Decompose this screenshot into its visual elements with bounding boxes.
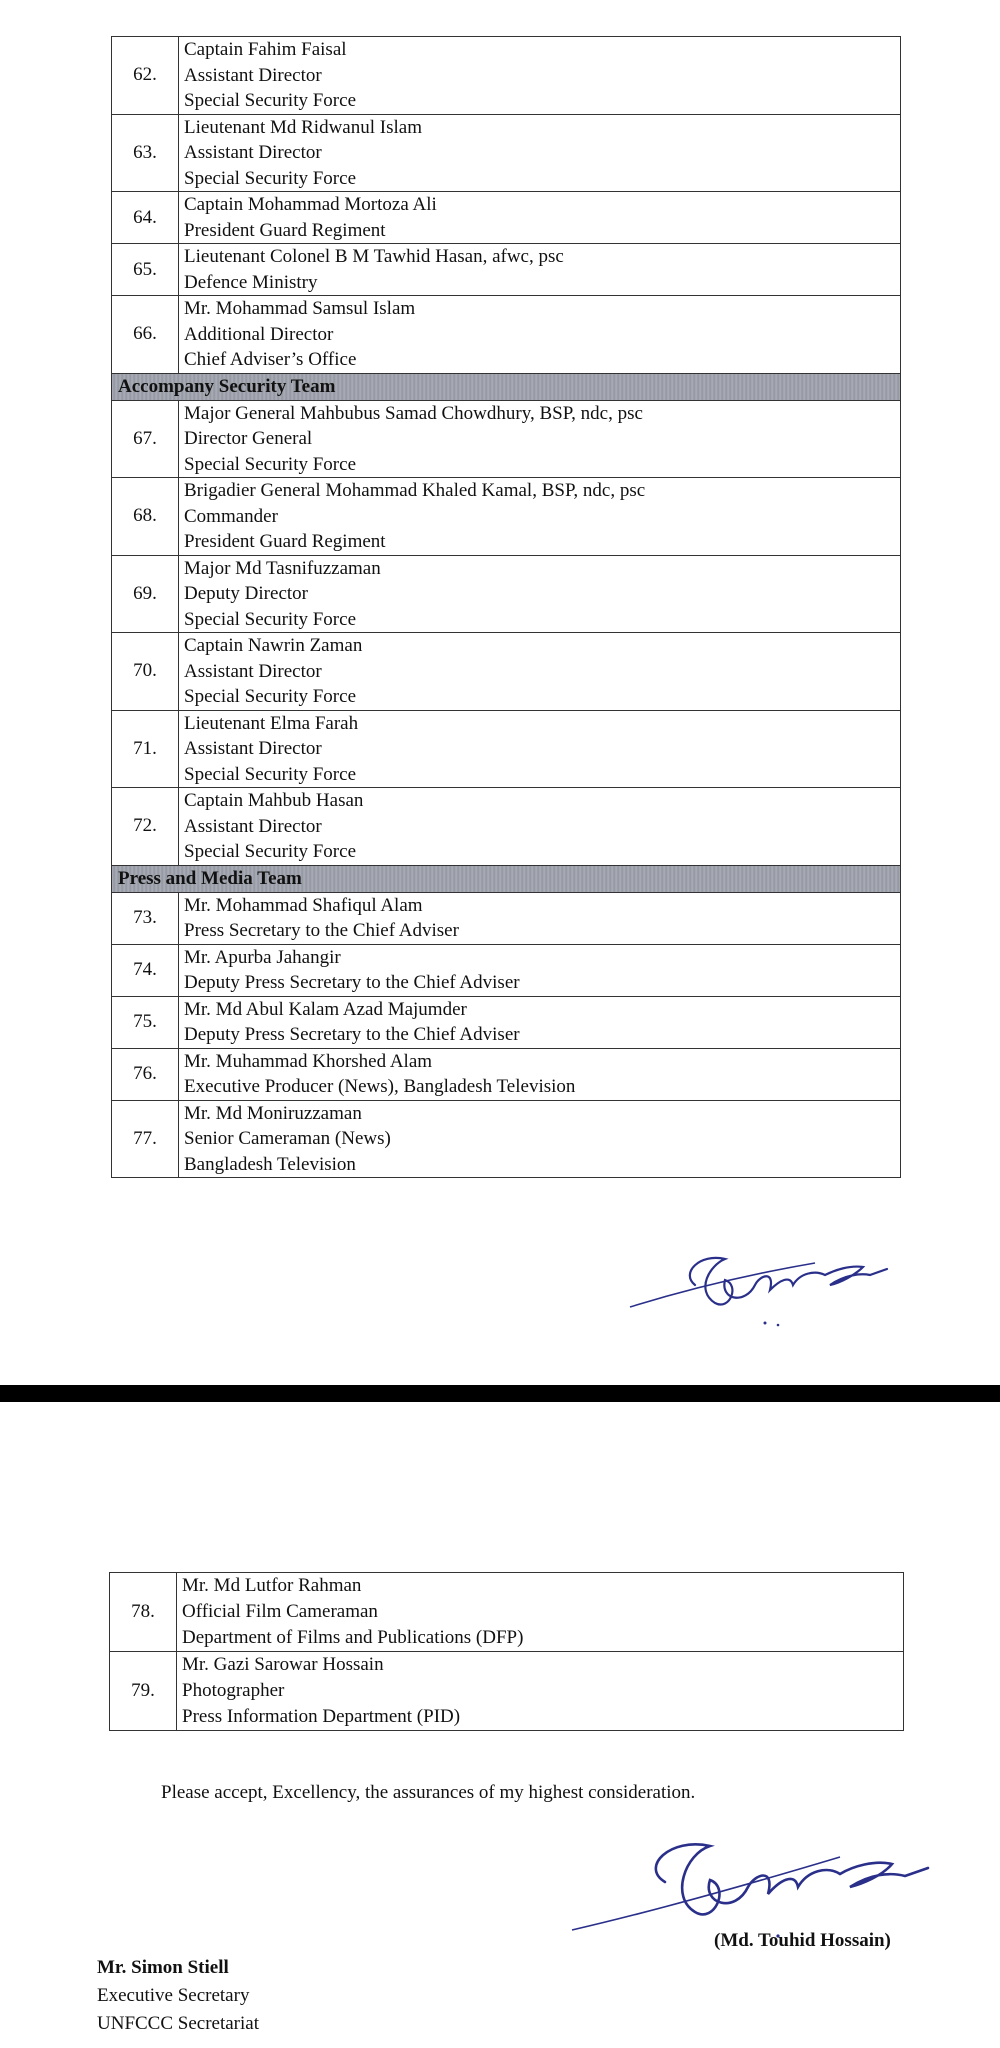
member-name: Mr. Mohammad Samsul Islam [184,298,416,319]
member-detail: President Guard Regiment [184,531,386,552]
member-name: Mr. Apurba Jahangir [184,946,341,968]
member-detail: Assistant Director [184,815,322,837]
member-name: Mr. Md Lutfor Rahman [182,1575,362,1596]
row-details [179,296,901,374]
member-detail: Deputy Director [184,583,308,604]
addressee-title: Executive Secretary [97,1985,250,2006]
row-details [177,1652,904,1731]
row-details [179,710,901,788]
table-row [112,633,901,711]
signature-image [570,1832,950,1942]
row-details [179,1048,901,1100]
member-detail: Assistant Director [184,738,322,759]
member-name: Lieutenant Colonel B M Tawhid Hasan, afwc, psc [184,246,564,267]
table-row [112,555,901,633]
table-row [112,996,901,1048]
member-detail: Additional Director [184,323,334,345]
member-detail: Executive Producer (News), Bangladesh Television [184,1076,576,1097]
member-detail: Official Film Cameraman [182,1601,378,1622]
row-number: 75. [112,996,179,1048]
member-detail: Special Security Force [184,686,357,707]
table-row [112,37,901,115]
row-details [179,400,901,478]
table-row [110,1652,904,1731]
member-detail: Director General [184,428,313,449]
row-number: 65. [112,244,179,296]
page-divider [0,1385,1000,1402]
row-number: 70. [112,633,179,711]
row-details [179,1100,901,1178]
signatory-name: (Md. Touhid Hossain) [714,1930,891,1951]
table-row [112,1100,901,1178]
row-details [179,555,901,633]
table-row [112,710,901,788]
section-accompany-security-team [112,373,901,400]
member-name: Captain Nawrin Zaman [184,635,363,656]
member-name: Captain Mahbub Hasan [184,790,364,811]
member-name: Major Md Tasnifuzzaman [184,557,381,579]
member-detail: Special Security Force [184,90,357,111]
row-details [179,633,901,711]
row-number: 68. [112,478,179,556]
member-name: Major General Mahbubus Samad Chowdhury, BSP, ndc, psc [184,402,643,424]
row-number: 64. [112,192,179,244]
row-details [179,788,901,866]
member-detail: Assistant Director [184,64,322,86]
member-detail: Defence Ministry [184,271,318,293]
row-number: 76. [112,1048,179,1100]
member-name: Mr. Mohammad Shafiqul Alam [184,894,423,916]
member-detail: Special Security Force [184,763,357,785]
table-row [112,892,901,944]
member-detail: Deputy Press Secretary to the Chief Adviser [184,1024,520,1045]
addressee-name: Mr. Simon Stiell [97,1957,229,1978]
member-detail: Special Security Force [184,841,357,862]
member-name: Lieutenant Elma Farah [184,712,359,734]
row-number: 78. [110,1573,177,1652]
delegation-table-page-2 [109,1572,904,1731]
member-detail: Special Security Force [184,453,357,475]
addressee-block [97,1954,259,2038]
table-row [112,296,901,374]
table-row [112,944,901,996]
member-detail: Special Security Force [184,167,357,189]
delegation-table-page-1 [111,36,901,1178]
row-number: 69. [112,555,179,633]
row-number: 66. [112,296,179,374]
table-row [112,114,901,192]
member-name: Captain Fahim Faisal [184,39,347,60]
section-heading: Accompany Security Team [112,373,901,400]
row-details [179,892,901,944]
row-number: 73. [112,892,179,944]
member-detail: Deputy Press Secretary to the Chief Adviser [184,972,520,993]
member-detail: Department of Films and Publications (DFP) [182,1627,524,1648]
row-details [179,192,901,244]
member-name: Lieutenant Md Ridwanul Islam [184,116,422,138]
member-detail: President Guard Regiment [184,219,386,241]
member-detail: Bangladesh Television [184,1153,356,1175]
member-name: Brigadier General Mohammad Khaled Kamal, BSP, ndc, psc [184,480,646,501]
section-press-media-team [112,865,901,892]
member-name: Mr. Muhammad Khorshed Alam [184,1050,433,1072]
row-number: 67. [112,400,179,478]
row-details [179,114,901,192]
row-number: 72. [112,788,179,866]
member-detail: Press Secretary to the Chief Adviser [184,920,459,941]
table-row [112,788,901,866]
closing-sentence: Please accept, Excellency, the assurances of my highest consideration. [161,1782,696,1803]
row-details [179,244,901,296]
member-detail: Assistant Director [184,142,322,163]
row-details [177,1573,904,1652]
section-heading: Press and Media Team [112,865,901,892]
signature-image [625,1245,905,1330]
row-details [179,996,901,1048]
member-detail: Photographer [182,1680,285,1701]
table-row [112,400,901,478]
table-row [112,192,901,244]
member-name: Captain Mohammad Mortoza Ali [184,194,437,215]
member-detail: Commander [184,505,278,527]
member-detail: Special Security Force [184,608,357,630]
row-details [179,944,901,996]
letter-page-2 [0,1402,1000,2048]
row-number: 74. [112,944,179,996]
member-detail: Press Information Department (PID) [182,1706,461,1727]
member-detail: Assistant Director [184,660,322,682]
row-number: 77. [112,1100,179,1178]
table-row [112,478,901,556]
row-number: 62. [112,37,179,115]
row-details [179,478,901,556]
member-name: Mr. Md Moniruzzaman [184,1102,362,1124]
row-number: 79. [110,1652,177,1731]
member-detail: Senior Cameraman (News) [184,1128,391,1149]
table-row [112,1048,901,1100]
row-number: 63. [112,114,179,192]
member-name: Mr. Gazi Sarowar Hossain [182,1654,384,1675]
member-name: Mr. Md Abul Kalam Azad Majumder [184,998,467,1020]
table-row [110,1573,904,1652]
row-details [179,37,901,115]
table-row [112,244,901,296]
addressee-organization: UNFCCC Secretariat [97,2013,260,2034]
row-number: 71. [112,710,179,788]
member-detail: Chief Adviser’s Office [184,349,357,370]
